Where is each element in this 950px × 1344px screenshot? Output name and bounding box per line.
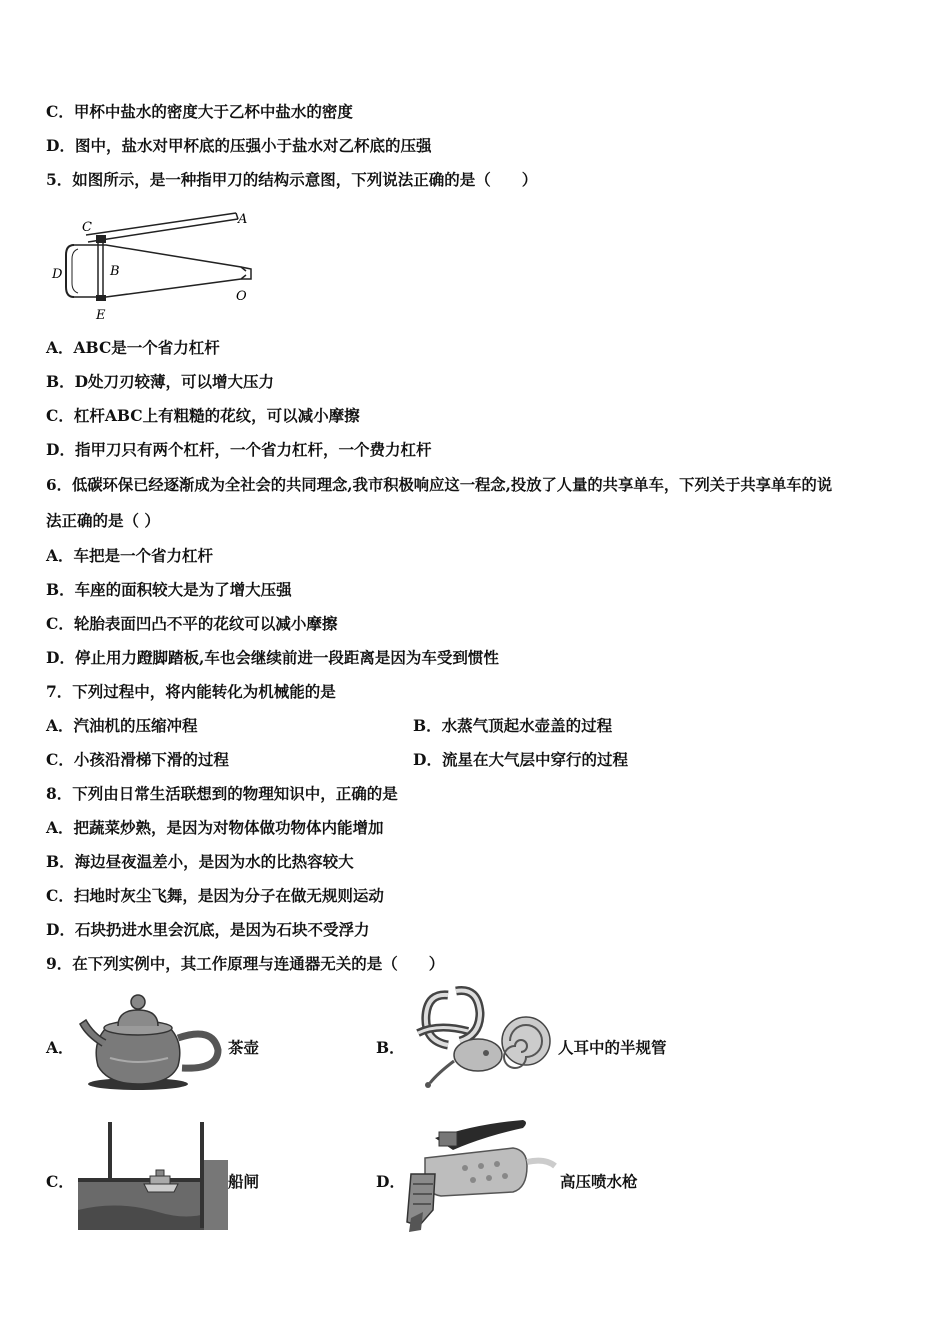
q6-option-d: D．停止用力蹬脚踏板,车也会继续前进一段距离是因为车受到惯性 bbox=[46, 648, 499, 667]
q6-stem-line1: 6．低碳环保已经逐渐成为全社会的共同理念,我市积极响应这一程念,投放了人量的共享单车，下列关于共享单车的说 bbox=[46, 476, 833, 494]
q8-option-a: A．把蔬菜炒熟，是因为对物体做功物体内能增加 bbox=[46, 818, 384, 837]
q9-option-d-letter: D． bbox=[376, 1172, 405, 1191]
label-e: E bbox=[96, 308, 106, 323]
label-a: A bbox=[238, 212, 248, 227]
q9-option-a-text: 茶壶 bbox=[228, 1038, 260, 1057]
label-d: D bbox=[52, 267, 63, 282]
q6-option-b: B．车座的面积较大是为了增大压强 bbox=[46, 580, 292, 599]
ship-lock-image bbox=[78, 1120, 228, 1232]
q8-option-b: B．海边昼夜温差小，是因为水的比热容较大 bbox=[46, 852, 354, 871]
q6-option-c: C．轮胎表面凹凸不平的花纹可以减小摩擦 bbox=[46, 614, 338, 633]
q6-option-a: A．车把是一个省力杠杆 bbox=[46, 546, 214, 565]
q9-option-b-letter: B． bbox=[376, 1038, 405, 1057]
q9-option-b-text: 人耳中的半规管 bbox=[558, 1038, 667, 1057]
q6-stem-line2: 法正确的是（ ） bbox=[46, 511, 160, 530]
nail-clipper-diagram bbox=[46, 205, 266, 325]
q9-option-c-letter: C． bbox=[46, 1172, 74, 1191]
q7-option-a: A．汽油机的压缩冲程 bbox=[46, 716, 198, 735]
q9-option-c-text: 船闸 bbox=[228, 1172, 260, 1191]
q5-option-b: B．D处刀刃较薄，可以增大压力 bbox=[46, 372, 275, 391]
q5-stem: 5．如图所示，是一种指甲刀的结构示意图，下列说法正确的是（ ） bbox=[46, 170, 538, 189]
q7-stem: 7．下列过程中，将内能转化为机械能的是 bbox=[46, 682, 336, 701]
q9-option-d-text: 高压喷水枪 bbox=[560, 1172, 638, 1191]
q7-option-d: D．流星在大气层中穿行的过程 bbox=[413, 750, 628, 769]
q7-option-b: B．水蒸气顶起水壶盖的过程 bbox=[413, 716, 613, 735]
q4-option-d: D．图中，盐水对甲杯底的压强小于盐水对乙杯底的压强 bbox=[46, 136, 432, 155]
q9-stem: 9．在下列实例中，其工作原理与连通器无关的是（ ） bbox=[46, 954, 445, 973]
spray-gun-image bbox=[405, 1118, 560, 1233]
q8-stem: 8．下列由日常生活联想到的物理知识中，正确的是 bbox=[46, 784, 398, 803]
inner-ear-image bbox=[408, 983, 558, 1093]
q5-option-a: A．ABC是一个省力杠杆 bbox=[46, 338, 220, 357]
q5-option-d: D．指甲刀只有两个杠杆，一个省力杠杆，一个费力杠杆 bbox=[46, 440, 432, 459]
teapot-image bbox=[78, 988, 228, 1093]
q8-option-c: C．扫地时灰尘飞舞，是因为分子在做无规则运动 bbox=[46, 886, 384, 905]
q9-option-a-letter: A． bbox=[46, 1038, 74, 1057]
q4-option-c: C．甲杯中盐水的密度大于乙杯中盐水的密度 bbox=[46, 102, 353, 121]
nail-clipper-figure bbox=[46, 205, 266, 325]
q7-option-c: C．小孩沿滑梯下滑的过程 bbox=[46, 750, 229, 769]
label-b: B bbox=[110, 264, 120, 279]
q8-option-d: D．石块扔进水里会沉底，是因为石块不受浮力 bbox=[46, 920, 370, 939]
q5-option-c: C．杠杆ABC上有粗糙的花纹，可以减小摩擦 bbox=[46, 406, 360, 425]
label-o: O bbox=[236, 289, 247, 304]
label-c: C bbox=[82, 220, 92, 235]
